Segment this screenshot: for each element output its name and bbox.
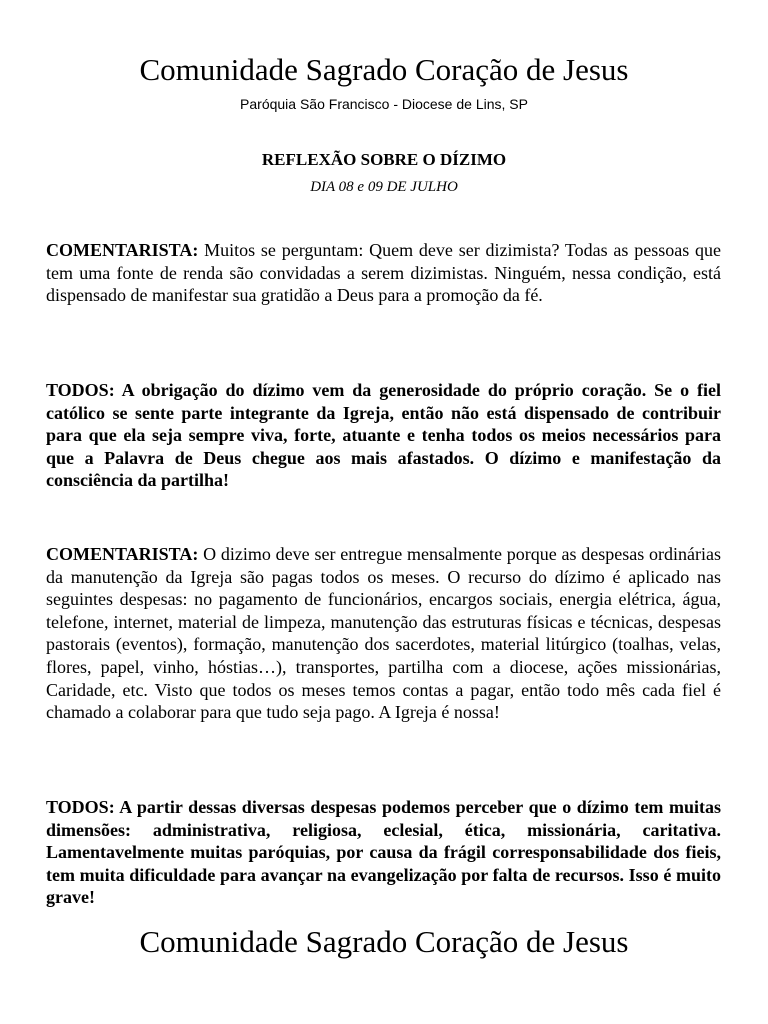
paragraph-comentarista-2 <box>46 543 721 724</box>
paragraph-text: A obrigação do dízimo vem da generosidade do próprio coração. Se o fiel católico se sente parte integrante da Igreja, então não está dispensado de contribuir para que ela seja sempre viva, forte, atuante e tenha todos os meios necessários para que a Palavra de Deus chegue aos mais afastados. O dízimo e manifestação da consciência da partilha! <box>46 380 721 491</box>
paragraph-todos-1 <box>46 379 721 492</box>
speaker-label: TODOS: <box>46 380 115 400</box>
paragraph-todos-2 <box>46 796 721 909</box>
parish-subtitle: Paróquia São Francisco - Diocese de Lins, SP <box>240 96 528 112</box>
document-date: DIA 08 e 09 DE JULHO <box>310 179 458 195</box>
speaker-label: COMENTARISTA: <box>46 544 199 564</box>
community-title: Comunidade Sagrado Coração de Jesus <box>139 52 629 87</box>
paragraph-text: Muitos se perguntam: Quem deve ser dizimista? Todas as pessoas que tem uma fonte de renda são convidadas a serem dizimistas. Ninguém, nessa condição, está dispensado de manifestar sua gratidão a Deus para a promoção da fé. <box>46 240 721 306</box>
paragraph-text: O dizimo deve ser entregue mensalmente porque as despesas ordinárias da manutenção da Igreja são pagas todos os meses. O recurso do dízimo é aplicado nas seguintes despesas: no pagamento de funcionários, encargos sociais, energia elétrica, água, telefone, internet, material de limpeza, manutenção das estruturas físicas e técnicas, despesas pastorais (eventos), formação, manutenção dos sacerdotes, material litúrgico (toalhas, velas, flores, papel, vinho, hóstias…), transportes, partilha com a diocese, ações missionárias, Caridade, etc. Visto que todos os meses temos contas a pagar, então todo mês cada fiel é chamado a colaborar para que tudo seja pago. A Igreja é nossa! <box>46 544 721 723</box>
paragraph-comentarista-1 <box>46 239 721 307</box>
speaker-label: COMENTARISTA: <box>46 240 199 260</box>
footer-community-title: Comunidade Sagrado Coração de Jesus <box>139 924 629 959</box>
speaker-label: TODOS: <box>46 797 115 817</box>
paragraph-text: A partir dessas diversas despesas podemos perceber que o dízimo tem muitas dimensões: administrativa, religiosa, eclesial, ética, missionária, caritativa. Lamentavelmente muitas paróquias, por causa da frágil corresponsabilidade dos fieis, tem muita dificuldade para avançar na evangelização por falta de recursos. Isso é muito grave! <box>46 797 721 908</box>
document-heading: REFLEXÃO SOBRE O DÍZIMO <box>261 150 507 169</box>
